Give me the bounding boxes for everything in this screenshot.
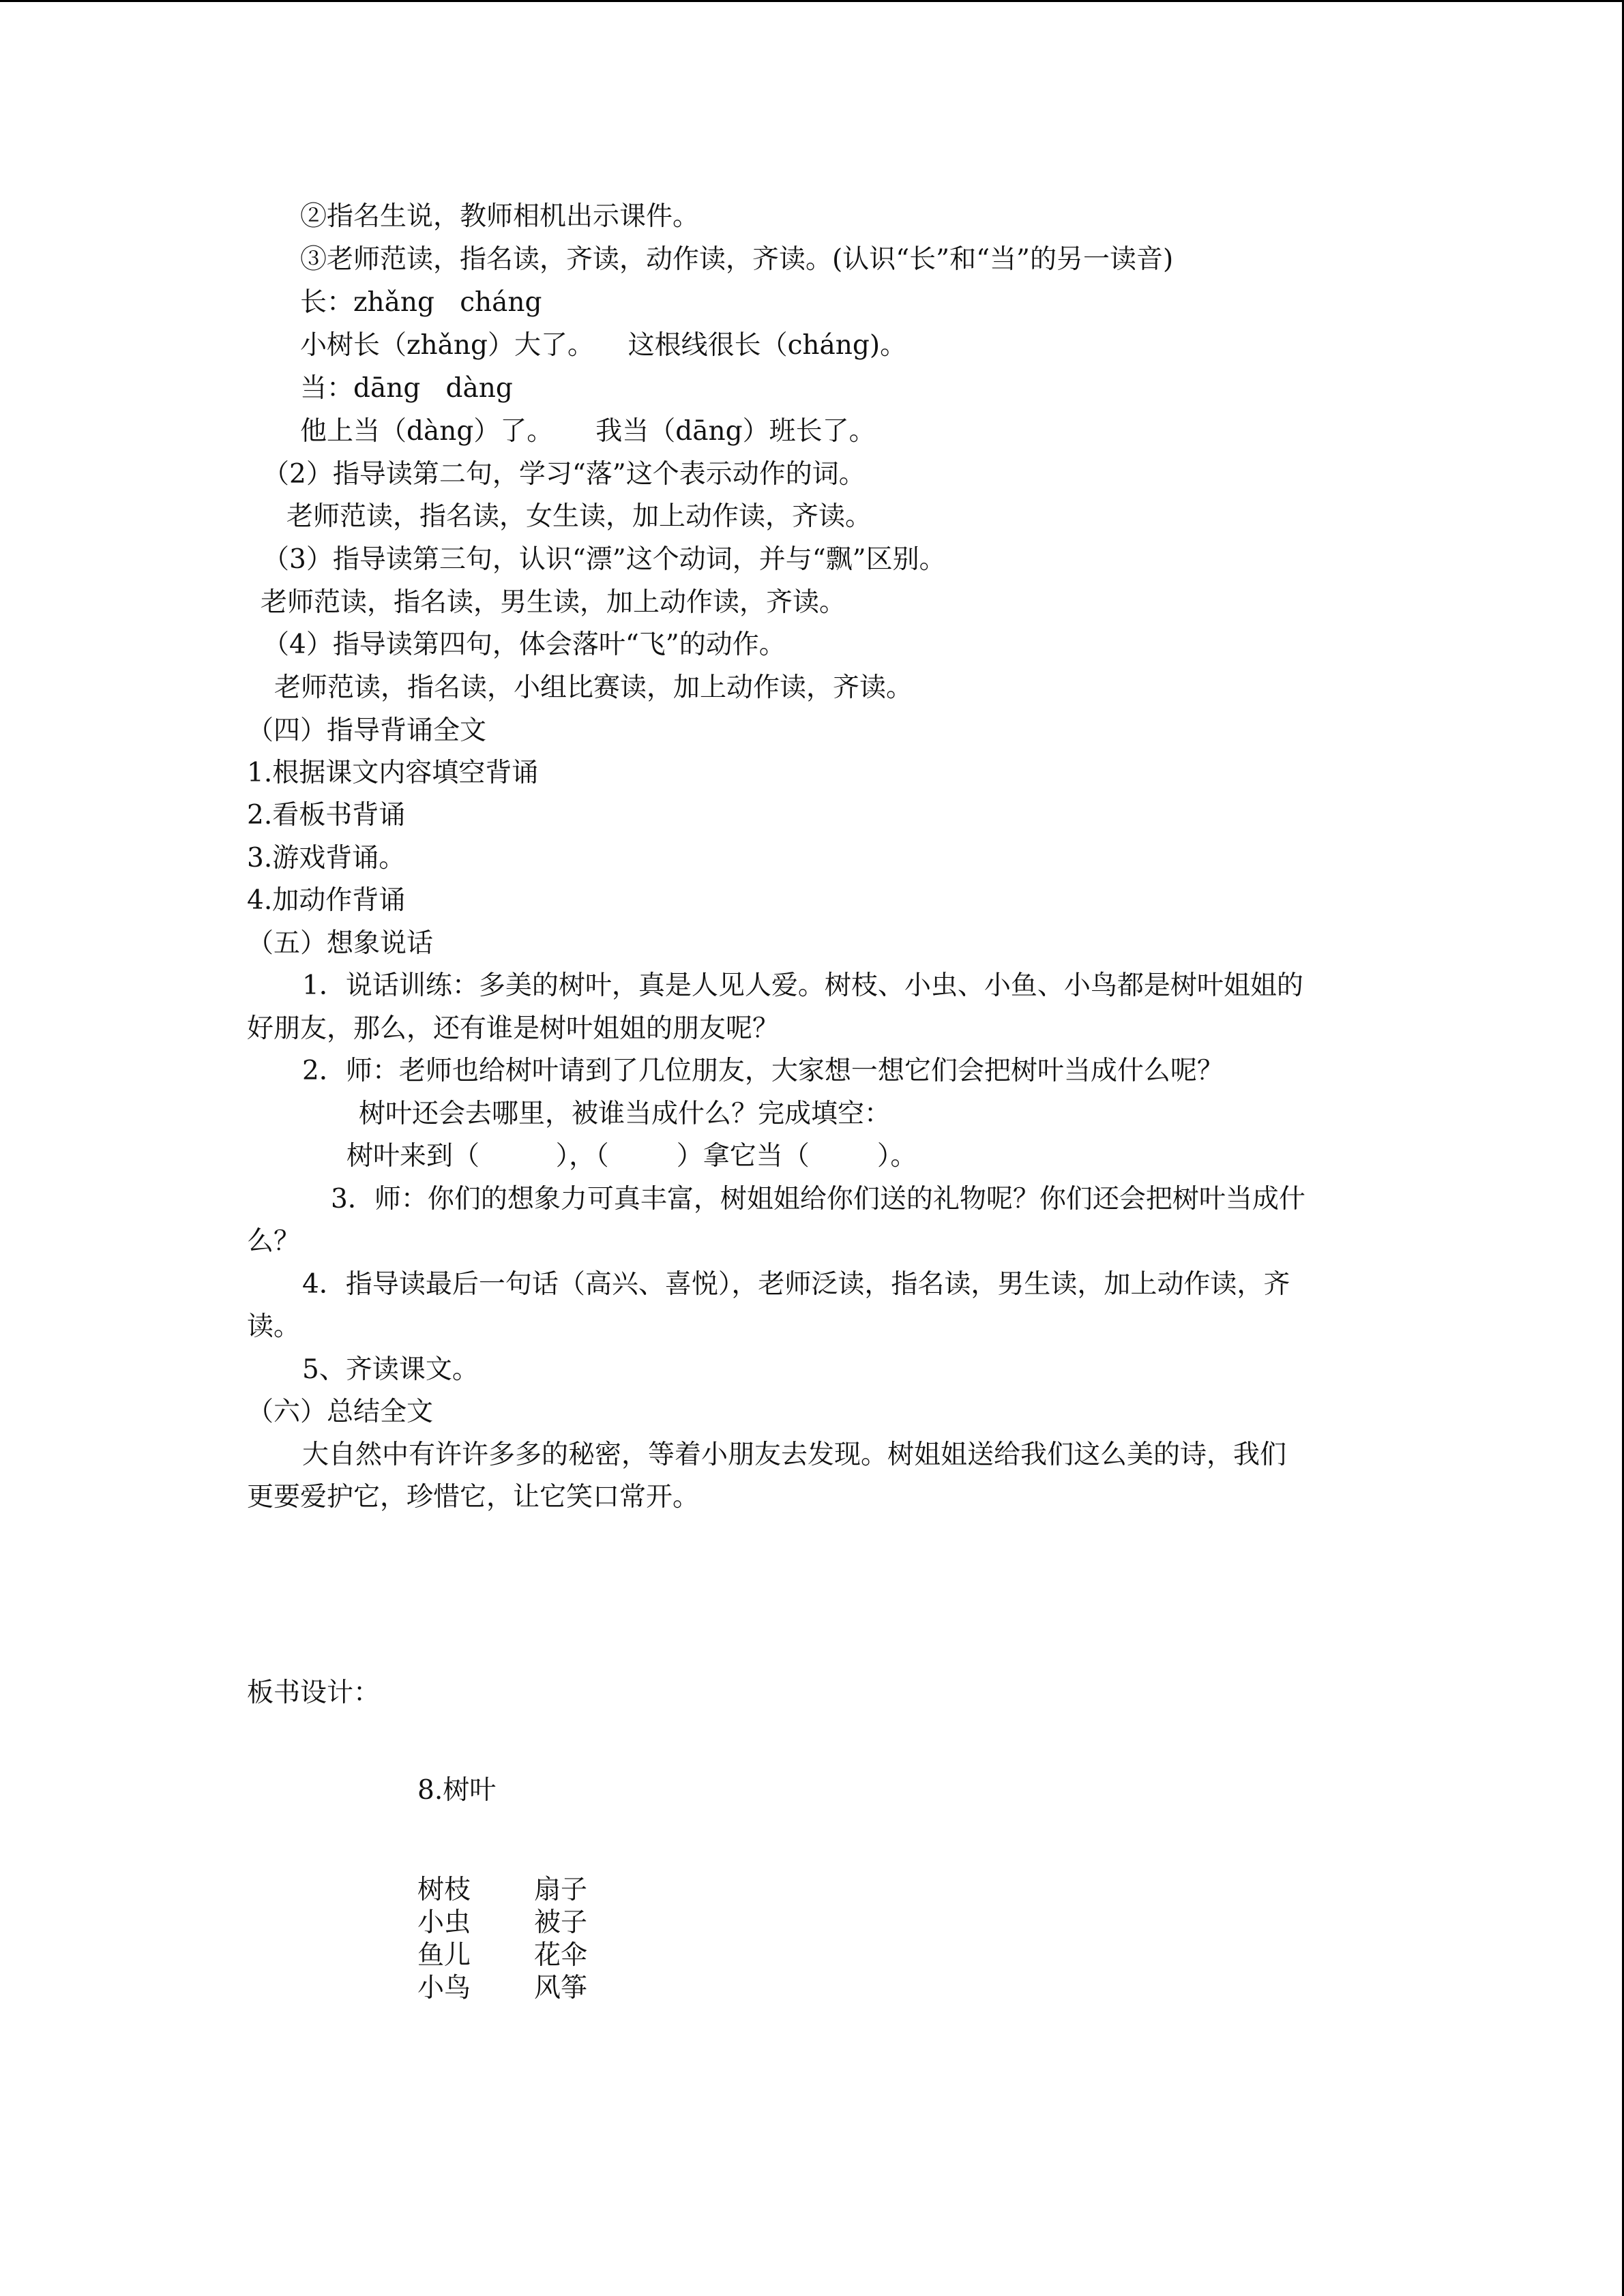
text-line: 好朋友，那么，还有谁是树叶姐姐的朋友呢？ bbox=[247, 1013, 780, 1044]
text-line: 读。 bbox=[247, 1311, 301, 1342]
board-item-left: 树枝 bbox=[417, 1875, 471, 1905]
board-item-left: 小鸟 bbox=[417, 1973, 471, 2003]
text-line: 1．说话训练：多美的树叶，真是人见人爱。树枝、小虫、小鱼、小鸟都是树叶姐姐的 bbox=[302, 970, 1303, 1001]
board-design-label: 板书设计： bbox=[247, 1678, 381, 1708]
text-line: （2）指导读第二句，学习“落”这个表示动作的词。 bbox=[263, 459, 866, 490]
text-line: 3．师：你们的想象力可真丰富，树姐姐给你们送的礼物呢？你们还会把树叶当成什 bbox=[331, 1184, 1305, 1214]
board-item-right: 风筝 bbox=[534, 1973, 588, 2003]
text-line: （3）指导读第三句，认识“漂”这个动词，并与“飘”区别。 bbox=[263, 544, 946, 575]
board-item-right: 扇子 bbox=[534, 1875, 588, 1905]
board-title: 8.树叶 bbox=[417, 1775, 497, 1806]
section-heading: （五）想象说话 bbox=[247, 928, 434, 959]
text-line: 他上当（dàng）了。 我当（dāng）班长了。 bbox=[300, 416, 876, 447]
text-line: 4.加动作背诵 bbox=[247, 885, 406, 916]
text-line: 大自然中有许许多多的秘密，等着小朋友去发现。树姐姐送给我们这么美的诗，我们 bbox=[302, 1440, 1287, 1470]
text-line: 长：zhǎng cháng bbox=[300, 287, 542, 318]
board-item-left: 小虫 bbox=[417, 1907, 471, 1938]
text-line: 老师范读，指名读，女生读，加上动作读，齐读。 bbox=[286, 501, 872, 532]
text-line: 1.根据课文内容填空背诵 bbox=[247, 758, 539, 788]
text-line: 5、齐读课文。 bbox=[302, 1354, 479, 1385]
board-item-right: 被子 bbox=[534, 1907, 588, 1938]
text-line: 更要爱护它，珍惜它，让它笑口常开。 bbox=[247, 1482, 700, 1512]
text-line: 小树长（zhǎng）大了。 这根线很长（cháng)。 bbox=[300, 330, 907, 361]
text-line: 树叶还会去哪里，被谁当成什么？完成填空： bbox=[359, 1099, 891, 1129]
section-heading: （六）总结全文 bbox=[247, 1397, 434, 1427]
text-line: （4）指导读第四句，体会落叶“飞”的动作。 bbox=[263, 629, 786, 660]
text-line: ③老师范读，指名读，齐读，动作读，齐读。(认识“长”和“当”的另一读音) bbox=[300, 244, 1174, 275]
section-heading: （四）指导背诵全文 bbox=[247, 715, 487, 746]
text-line: 2.看板书背诵 bbox=[247, 800, 406, 831]
board-item-left: 鱼儿 bbox=[417, 1940, 471, 1971]
fill-in-blank-line: 树叶来到（ ），（ ）拿它当（ ）。 bbox=[346, 1141, 917, 1172]
text-line: 么？ bbox=[247, 1226, 301, 1257]
text-line: 3.游戏背诵。 bbox=[247, 843, 406, 874]
page-top-border bbox=[0, 0, 1624, 2]
text-line: 4．指导读最后一句话（高兴、喜悦），老师泛读，指名读，男生读，加上动作读，齐 bbox=[302, 1269, 1290, 1300]
text-line: ②指名生说，教师相机出示课件。 bbox=[300, 201, 700, 232]
text-line: 老师范读，指名读，男生读，加上动作读，齐读。 bbox=[261, 587, 846, 618]
text-line: 当：dāng dàng bbox=[300, 373, 513, 404]
text-line: 2．师：老师也给树叶请到了几位朋友，大家想一想它们会把树叶当成什么呢？ bbox=[302, 1056, 1224, 1086]
text-line: 老师范读，指名读，小组比赛读，加上动作读，齐读。 bbox=[274, 672, 913, 703]
board-item-right: 花伞 bbox=[534, 1940, 588, 1971]
